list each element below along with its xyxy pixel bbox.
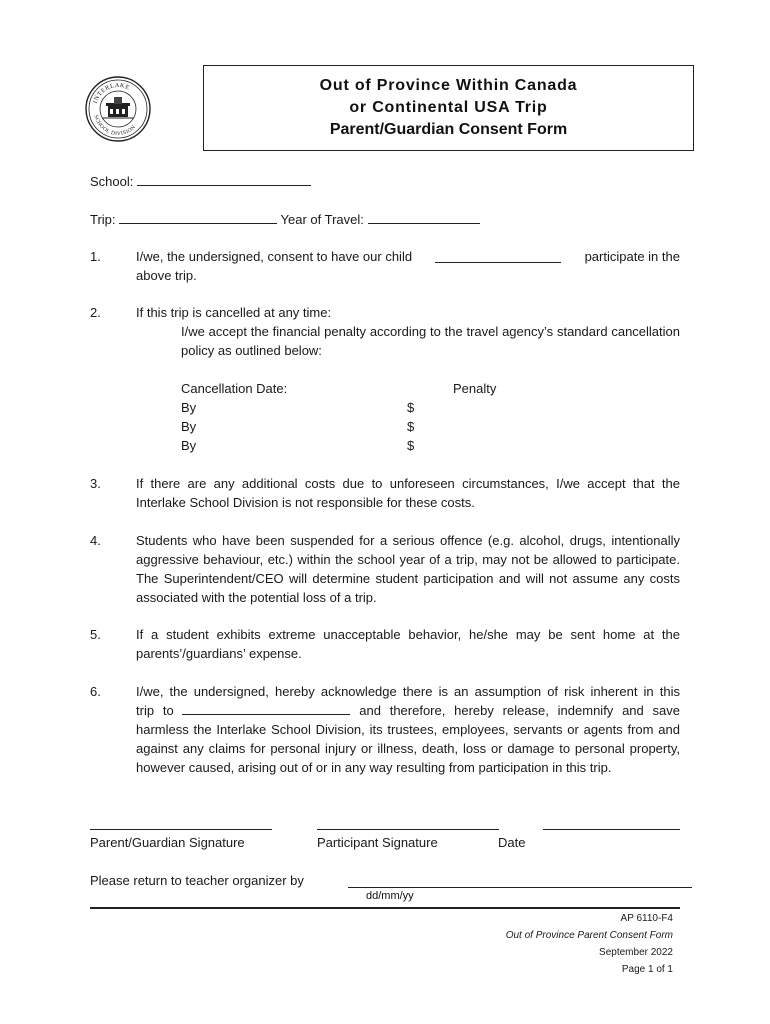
return-date-format: dd/mm/yy	[366, 890, 414, 902]
footer-code: AP 6110-F4	[620, 913, 673, 924]
item-1-text	[136, 247, 680, 285]
cancellation-row-1-by: By	[181, 400, 197, 415]
item-3-number: 3.	[90, 476, 101, 491]
item-2-text: If this trip is cancelled at any time:	[136, 305, 332, 320]
seal-ring-text-bottom: SCHOOL DIVISION	[92, 114, 138, 138]
form-title-line-2: or Continental USA Trip	[349, 99, 548, 116]
item-4-text: Students who have been suspended for a serious offence (e.g. alcohol, drugs, intentionally aggressive behaviour, etc.) within the school year of a trip, may not be allowed to participate. The Superintendent/CEO will determine student participation and will not assume any costs associated with the potential loss of a trip.	[136, 533, 680, 605]
cancellation-row-3-by: By	[181, 438, 197, 453]
date-signature-line[interactable]	[543, 829, 680, 830]
participant-signature-label: Participant Signature	[317, 835, 438, 850]
form-title-line-3: Parent/Guardian Consent Form	[329, 121, 568, 138]
form-title-line-1: Out of Province Within Canada	[319, 77, 578, 94]
item-6-text-c: and therefore, hereby release, indemnify and save harmless the Interlake School Division, its trustees, employees, servants or agents from and against any claims for personal injury or illness, death, loss or damage to personal property, however caused, arising out of or in any way resulting from participation in this trip.	[136, 703, 680, 775]
cancellation-row-1-currency: $	[407, 400, 415, 415]
item-1-number: 1.	[90, 249, 101, 264]
footer-date: September 2022	[599, 947, 673, 958]
item-3-text: If there are any additional costs due to unforeseen circumstances, I/we accept that the Interlake School Division is not responsible for these costs.	[136, 476, 680, 510]
svg-text:INTERLAKE	[92, 82, 131, 104]
seal-ring-text-top: INTERLAKE	[91, 81, 131, 105]
school-division-seal	[84, 75, 152, 143]
item-6-text-a: I/we, the undersigned, hereby acknowledge there is an assumption of risk inherent in this	[136, 684, 680, 699]
year-input-line[interactable]	[368, 210, 480, 224]
item-6-number: 6.	[90, 684, 101, 699]
trip-destination-input-line[interactable]	[182, 701, 350, 715]
item-5-number: 5.	[90, 627, 101, 642]
item-2-number: 2.	[90, 305, 101, 320]
item-6-text	[136, 682, 680, 777]
item-4-number: 4.	[90, 533, 101, 548]
cancellation-row-3-currency: $	[407, 438, 415, 453]
parent-signature-line[interactable]	[90, 829, 272, 830]
penalty-header: Penalty	[453, 381, 497, 396]
item-5-text: If a student exhibits extreme unacceptable behavior, he/she may be sent home at the parents’/guardians’ expense.	[136, 627, 680, 661]
school-field	[90, 172, 311, 191]
item-1-text-a: I/we, the undersigned, consent to have our child	[136, 249, 413, 264]
child-name-input-line[interactable]	[435, 249, 561, 263]
trip-input-line[interactable]	[119, 210, 277, 224]
school-input-line[interactable]	[137, 172, 311, 186]
item-1-text-b: participate in the	[584, 249, 680, 264]
date-label: Date	[498, 835, 526, 850]
parent-signature-label: Parent/Guardian Signature	[90, 835, 245, 850]
cancellation-row-2-currency: $	[407, 419, 415, 434]
cancellation-row-2-by: By	[181, 419, 197, 434]
seal-icon	[84, 75, 152, 143]
item-2-subtext: I/we accept the financial penalty according to the travel agency’s standard cancellation policy as outlined below:	[181, 324, 680, 358]
trip-label: Trip:	[90, 212, 116, 227]
return-label: Please return to teacher organizer by	[90, 873, 304, 888]
form-title-box	[203, 65, 694, 151]
footer-page: Page 1 of 1	[621, 964, 673, 975]
year-label: Year of Travel:	[280, 212, 364, 227]
cancellation-date-header: Cancellation Date:	[181, 381, 288, 396]
item-6-text-b: trip to	[136, 703, 174, 718]
footer-block	[506, 911, 673, 977]
item-1-text-c: above trip.	[136, 268, 197, 283]
footer-form-name: Out of Province Parent Consent Form	[505, 930, 673, 941]
school-label: School:	[90, 174, 134, 189]
participant-signature-line[interactable]	[317, 829, 499, 830]
trip-field	[90, 210, 480, 229]
footer-divider	[90, 907, 680, 909]
